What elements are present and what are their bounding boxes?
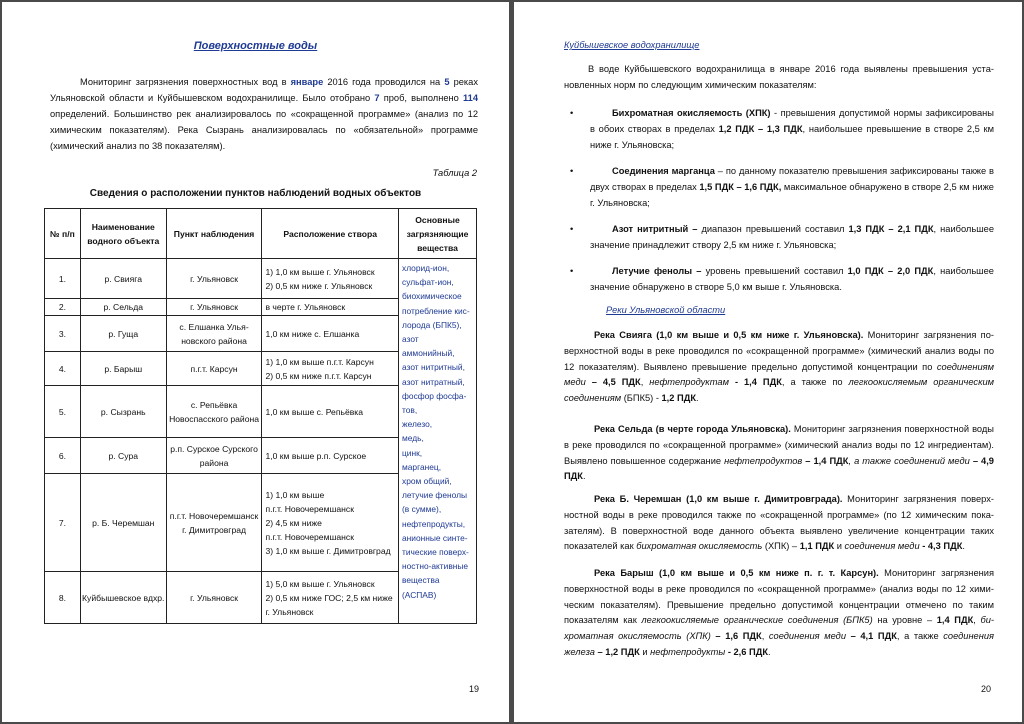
rivers-subtitle: Реки Ульяновской области: [606, 305, 726, 315]
bullet-key: Бихроматная окисляемость (ХПК): [612, 108, 771, 118]
row-point: с. Елшанка Ульяновского района: [166, 316, 262, 352]
location-line: п.г.т. Новочеремшанск: [265, 503, 354, 514]
sviyaga-paragraph: [564, 328, 994, 407]
pollutant-item: азот аммонийный,: [402, 334, 455, 359]
river-heading: Река Барыш (1,0 км выше и 0,5 км ниже п. г. т. Карсун).: [594, 568, 879, 578]
intro-text: реках Ульяновской области и Куйбышевском водохранилище. Было отобрано: [50, 77, 478, 103]
row-name: р. Барыш: [80, 352, 166, 386]
pollutant-name: соединения железа: [564, 631, 994, 657]
location-line: п.г.т. Новочеремшанск: [265, 531, 354, 542]
page-number: 20: [981, 684, 992, 694]
row-point: р.п. Сурское Сурского района: [166, 438, 262, 474]
location-line: в черте г. Ульяновск: [265, 302, 346, 312]
row-location: [262, 572, 399, 624]
left-page: [2, 2, 509, 722]
pollutant-name: соединения меди: [844, 541, 920, 552]
row-name: р. Сура: [80, 438, 166, 474]
intro-paragraph: [50, 74, 478, 154]
bullet-text: уровень превышений составил: [701, 266, 848, 276]
river-text: на уровне –: [872, 615, 937, 626]
observation-points-table: [44, 208, 477, 624]
pollutant-value: - 2,6 ПДК: [725, 646, 768, 657]
pollutant-value: – 4,5 ПДК: [585, 377, 641, 388]
river-text: Мониторинг загрязнения поверхностной воды в реке проводился по «сокращенной программе» (анализ воды по 12 химическим показателям). Превышение предельно допустимой концентрации отмечено по таким показателям как: [564, 568, 994, 626]
river-text: .: [696, 393, 699, 404]
bullet-text: максимальное обнаружено в створе 2,5 км ниже г. Ульяновска;: [590, 181, 994, 208]
row-name: р. Сызрань: [80, 386, 166, 438]
row-name: р. Свияга: [80, 259, 166, 299]
pollutant-value: – 1,4 ПДК: [802, 455, 849, 466]
row-location: [262, 474, 399, 572]
pollutants-cell: [399, 259, 477, 624]
pollutant-name: соединения меди: [768, 631, 846, 642]
location-line: 1) 1,0 км выше: [265, 489, 325, 500]
selda-paragraph: [564, 422, 994, 485]
river-text: ,: [640, 377, 650, 388]
row-location: [262, 386, 399, 438]
pollutant-name: соединениям меди: [564, 361, 994, 388]
location-line: 2) 4,5 км ниже: [265, 517, 322, 528]
pollutant-name: нефтепродуктам: [649, 377, 729, 388]
pollutant-name: легкоокисляемым органическим соединениям: [564, 377, 995, 404]
row-name: Куйбышевское вдхр.: [80, 572, 166, 624]
location-line: 1) 1,0 км выше г. Ульяновск: [265, 266, 375, 277]
row-point: г. Ульяновск: [166, 572, 262, 624]
row-point: п.г.т. Новочеремшанск г. Димитровград: [166, 474, 262, 572]
row-number: 8.: [45, 572, 81, 624]
bullet-value: 1,2 ПДК – 1,3 ПДК: [718, 123, 803, 134]
barysh-paragraph: [564, 566, 994, 661]
row-number: 4.: [45, 352, 81, 386]
location-line: 1) 1,0 км выше п.г.т. Карсун: [265, 356, 374, 367]
location-line: 3) 1,0 км выше г. Димитровград: [265, 545, 391, 556]
pollutant-item: хлорид-ион,: [402, 263, 450, 273]
bullet-text: – по данному показателю превышения зафиксированы также в двух створах в пределах: [590, 166, 994, 192]
row-location: [262, 438, 399, 474]
intro-definitions: 114: [463, 93, 478, 103]
intro-points: 5: [444, 77, 450, 87]
pollutant-item: медь,: [402, 433, 424, 444]
river-heading: Река Сельда (в черте города Ульяновска).: [594, 424, 791, 434]
river-heading: Река Свияга (1,0 км выше и 0,5 км ниже г. Ульяновска).: [594, 330, 864, 340]
location-line: 2) 0,5 км ниже г. Ульяновск: [265, 280, 373, 291]
intro-text: Мониторинг загрязнения поверхностных вод в: [80, 77, 291, 87]
river-text: .: [962, 541, 965, 552]
river-text: (ХПК) –: [762, 541, 800, 552]
intro-text: проб, выполнено: [379, 93, 463, 103]
bullet-key: Летучие фенолы –: [612, 266, 702, 276]
pollutant-item: хром общий,: [402, 476, 452, 487]
pollutant-name: бихроматная окисляемость: [636, 541, 763, 552]
row-number: 1.: [45, 259, 81, 299]
bullet-value: 1,3 ПДК – 2,1 ПДК: [848, 224, 934, 234]
pollutant-item: анионные синтетические поверхностно-активные вещества (АСПАВ): [402, 532, 469, 600]
intro-text: 2016 года проводился на: [323, 77, 445, 87]
river-text: Мониторинг загрязнения поверхностной воды в реке проводился по «сокращенной программе» (химический анализ воды по 12 ингредиентам). Выявлено повышенное содержание: [564, 424, 994, 466]
pollutant-value: - 1,4 ПДК: [728, 377, 782, 388]
bullet-value: 1,0 ПДК – 2,0 ПДК: [847, 266, 934, 276]
pollutant-value: – 1,6 ПДК: [710, 631, 762, 642]
location-line: 2) 0,5 км ниже п.г.т. Карсун: [265, 370, 372, 381]
river-text: и: [639, 646, 651, 657]
row-number: 6.: [45, 438, 81, 474]
bullet-text: , наибольшее значение принадлежит створу 2,5 км ниже г. Ульяновска;: [590, 224, 994, 250]
header-name: Наименование водного объекта: [80, 209, 166, 259]
bullet-text: диапазон превышений составил: [697, 224, 849, 234]
river-text: и: [834, 541, 845, 552]
pollutant-item: марганец,: [402, 461, 442, 472]
bullet-text: - превышения допустимой нормы зафиксированы в обоих створах в пределах: [590, 108, 994, 134]
bullet-value: 1,5 ПДК – 1,6 ПДК,: [699, 181, 782, 192]
river-text: , а также по: [781, 377, 849, 388]
bullet-manganese: [570, 164, 994, 211]
pollutant-item: летучие фенолы (в сумме),: [402, 490, 467, 515]
header-point: Пункт наблюдения: [166, 209, 262, 259]
right-page: [514, 2, 1022, 722]
river-text: , а также: [896, 631, 944, 642]
pollutant-item: фосфор фосфатов,: [402, 390, 467, 416]
river-text: (БПК5) -: [621, 393, 662, 404]
location-line: 1) 5,0 км выше г. Ульяновск: [265, 578, 375, 589]
pollutant-value: - 4,3 ПДК: [919, 541, 963, 552]
pollutant-value: – 4,1 ПДК: [846, 631, 897, 642]
row-location: [262, 259, 399, 299]
location-line: 1,0 км ниже с. Елшанка: [265, 328, 360, 339]
pollutant-item: сульфат-ион,: [402, 277, 454, 288]
page-number: 19: [469, 684, 480, 694]
pollutant-item: биохимическое потребление кислорода (БПК5),: [402, 291, 470, 330]
pollutant-value: 1,1 ПДК: [799, 541, 835, 552]
table-row: [45, 259, 477, 299]
row-location: [262, 352, 399, 386]
intro-text: определений. Большинство рек анализировалось по «сокращенной программе» (анализ по 12 химическим показателям). Река Сызрань анализировалась по «обязательной» программе (химический анализ по 38 показателям).: [50, 109, 478, 151]
pollutant-item: азот нитратный,: [402, 376, 465, 387]
row-number: 2.: [45, 299, 81, 316]
location-line: 1,0 км выше с. Репьёвка: [265, 406, 364, 417]
bullet-icon: •: [570, 108, 574, 118]
row-location: [262, 316, 399, 352]
row-location: [262, 299, 399, 316]
table-title: Сведения о расположении пунктов наблюдений водных объектов: [89, 188, 422, 199]
row-point: п.г.т. Карсун: [166, 352, 262, 386]
river-text: Мониторинг загрязнения поверхностной воды в реке проводился по «сокращенной программе» (химический анализ воды по 12 показателям). Выявлено превышение предельно допустимой концентрации по: [564, 330, 994, 372]
row-number: 5.: [45, 386, 81, 438]
pollutant-item: нефтепродукты,: [402, 518, 466, 529]
river-text: .: [768, 646, 771, 657]
section-title: Поверхностные воды: [193, 40, 318, 52]
pollutant-name: бихроматная окисляемость (ХПК): [564, 615, 994, 642]
river-text: ,: [973, 615, 981, 626]
bullet-icon: •: [570, 166, 574, 176]
bullet-text: , наибольшее значение обнаружено в створе 5,0 км выше г. Ульяновска.: [590, 266, 994, 292]
bullet-icon: •: [570, 266, 574, 276]
pollutant-value: 1,2 ПДК: [661, 393, 697, 404]
row-point: г. Ульяновск: [166, 299, 262, 316]
bullet-cod: [570, 106, 995, 153]
header-number: № п/п: [45, 209, 81, 259]
location-line: 1,0 км выше р.п. Сурское: [265, 450, 367, 461]
header-pollutants: Основные загрязняющие вещества: [399, 209, 477, 259]
bullet-phenols: [570, 264, 994, 296]
bullet-text: , наибольшее превышение в створе 2,5 км ниже г. Ульяновска;: [590, 123, 995, 150]
row-name: р. Сельда: [80, 299, 166, 316]
row-point: с. Репьёвка Новоспасского района: [166, 386, 262, 438]
pollutant-item: цинк,: [402, 447, 423, 458]
table-caption: Таблица 2: [432, 168, 477, 178]
intro-samples: 7: [374, 93, 380, 103]
row-point: г. Ульяновск: [166, 259, 262, 299]
cheremshan-paragraph: [564, 492, 994, 555]
pollutant-value: – 1,2 ПДК: [594, 646, 640, 657]
river-text: .: [582, 471, 586, 482]
pollutant-value: – 4,9 ПДК: [564, 455, 994, 482]
header-location: Расположение створа: [262, 209, 399, 259]
pollutant-name: легкоокисляемые органические соединения (БПК5): [641, 615, 873, 626]
bullet-icon: •: [570, 224, 574, 234]
location-line: 2) 0,5 км ниже ГОС; 2,5 км ниже г. Ульяновск: [265, 592, 393, 617]
row-name: р. Б. Черемшан: [80, 474, 166, 572]
row-name: р. Гуща: [80, 316, 166, 352]
bullet-key: Азот нитритный –: [612, 224, 698, 234]
pollutant-name: нефтепродукты: [650, 646, 726, 657]
reservoir-subtitle: Куйбышевское водохранилище: [564, 40, 700, 50]
river-text: ,: [761, 631, 769, 642]
bullet-key: Соединения марганца: [612, 166, 715, 176]
pollutant-item: железо,: [402, 419, 433, 430]
river-heading: Река Б. Черемшан (1,0 км выше г. Димитровграда).: [594, 494, 843, 504]
reservoir-intro: В воде Куйбышевского водохранилища в январе 2016 года выявлены превышения установленных норм по следующим химическим показателям:: [564, 64, 994, 90]
intro-month: январе: [290, 77, 324, 87]
pollutant-name: нефтепродуктов: [724, 455, 803, 466]
row-number: 7.: [45, 474, 81, 572]
river-text: Мониторинг загрязнения поверхностной воды в реке проводился также по «сокращенной программе» (по 12 химическим показателям). В поверхностной воде данного объекта выявлено увеличение концентрации таких показателей как: [564, 494, 994, 552]
pollutant-name: , а также соединений меди: [848, 455, 970, 466]
pollutant-value: 1,4 ПДК: [936, 615, 974, 626]
row-number: 3.: [45, 316, 81, 352]
bullet-nitrite: [570, 222, 994, 254]
pollutant-item: азот нитритный,: [402, 362, 465, 373]
